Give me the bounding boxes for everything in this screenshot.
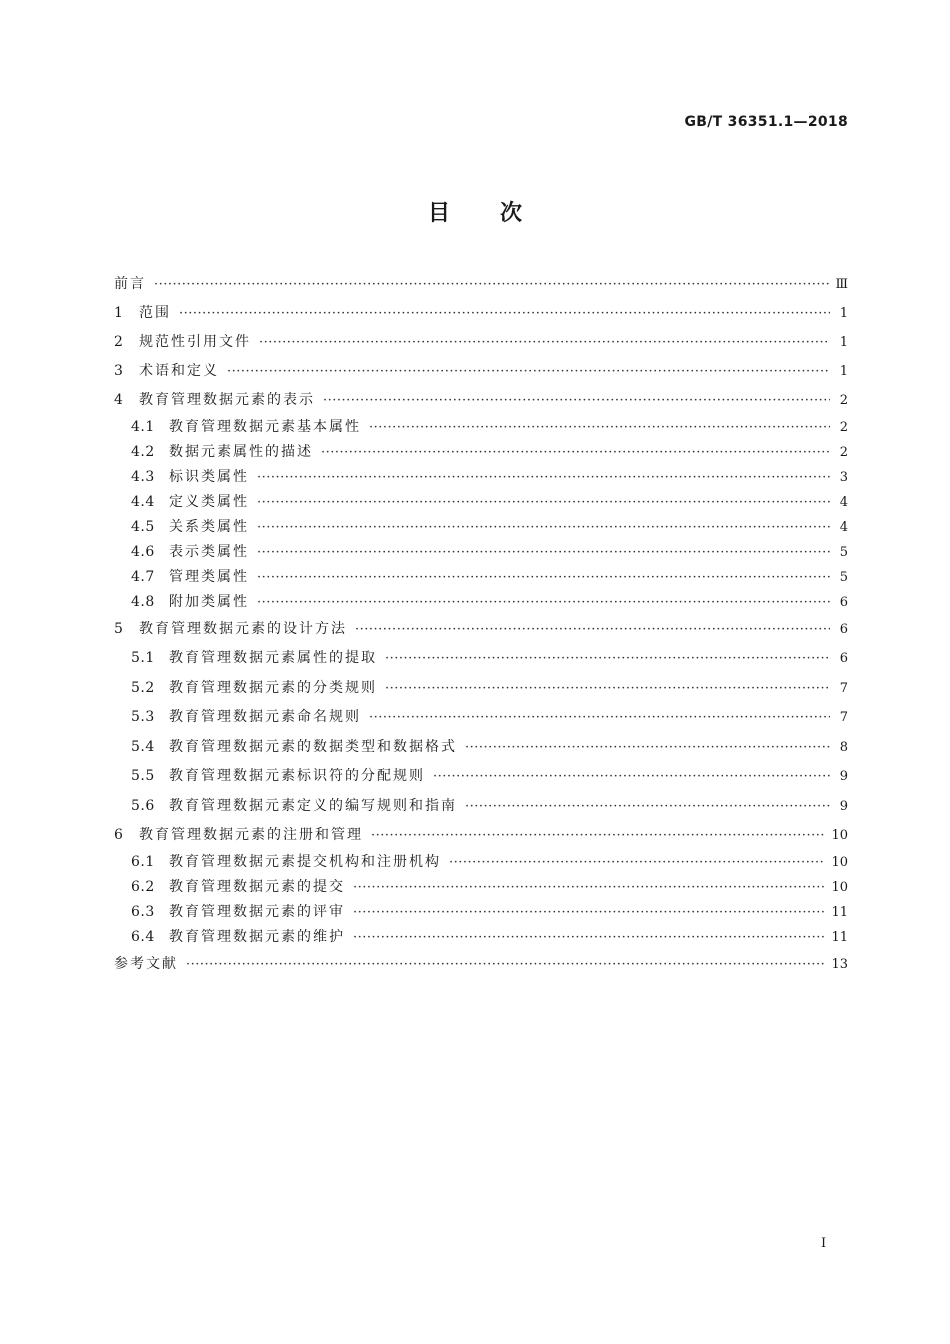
toc-entry-4-4[interactable] — [114, 490, 848, 515]
toc-entry-label: 表示类属性 — [169, 544, 249, 560]
toc-entry-label: 教育管理数据元素的分类规则 — [169, 679, 377, 696]
toc-entry-page: 1 — [839, 306, 848, 321]
toc-entry-label: 规范性引用文件 — [139, 334, 251, 350]
toc-leader-dots — [433, 762, 830, 792]
toc-entry-label: 教育管理数据元素提交机构和注册机构 — [169, 854, 441, 870]
toc-entry-page: 9 — [839, 798, 848, 814]
toc-entry-6-2[interactable] — [114, 875, 848, 900]
toc-entry-label: 教育管理数据元素属性的提取 — [169, 650, 377, 666]
toc-entry-page: 10 — [831, 880, 848, 895]
toc-entry-label: 数据元素属性的描述 — [169, 444, 313, 460]
toc-entry-number: 6.3 — [131, 904, 155, 920]
toc-leader-dots — [186, 950, 825, 979]
toc-entry-label: 前言 — [114, 276, 146, 292]
toc-entry-number: 2 — [114, 334, 124, 350]
toc-entry-number: 4.2 — [131, 444, 155, 460]
toc-leader-dots — [179, 299, 830, 328]
toc-leader-dots — [353, 875, 825, 900]
toc-entry-4-7[interactable] — [114, 565, 848, 590]
toc-entry-5-4[interactable] — [114, 733, 848, 763]
toc-entry-label: 教育管理数据元素标识符的分配规则 — [169, 768, 425, 784]
toc-entry-label: 范围 — [139, 305, 171, 321]
toc-entry-label: 定义类属性 — [169, 494, 249, 510]
toc-entry-page: 10 — [831, 828, 848, 843]
toc-leader-dots — [257, 465, 830, 490]
toc-entry-6-1[interactable] — [114, 850, 848, 875]
page-number: Ⅰ — [821, 1236, 827, 1251]
toc-entry-page: 7 — [839, 710, 848, 725]
toc-entry-number: 6.1 — [131, 854, 155, 870]
toc-entry-6-4[interactable] — [114, 925, 848, 950]
toc-entry-label: 教育管理数据元素的维护 — [169, 929, 345, 945]
toc-entry-number: 4.4 — [131, 494, 155, 510]
toc-leader-dots — [449, 850, 825, 875]
toc-entry-number: 4.5 — [131, 519, 155, 535]
toc-entry-number: 4.8 — [131, 594, 155, 610]
toc-leader-dots — [385, 674, 830, 704]
toc-entry-number: 4.3 — [131, 469, 155, 485]
toc-entry-page: 6 — [839, 651, 848, 666]
toc-leader-dots — [257, 590, 830, 615]
toc-leader-dots — [227, 357, 830, 386]
toc-entry-4-6[interactable] — [114, 540, 848, 565]
toc-entry-3[interactable] — [114, 357, 848, 386]
toc-entry-number: 4.6 — [131, 544, 155, 560]
toc-entry-4-3[interactable] — [114, 465, 848, 490]
toc-entry-foreword[interactable] — [114, 270, 848, 299]
toc-entry-page: 5 — [839, 570, 848, 585]
toc-entry-page: 6 — [839, 622, 848, 637]
toc-leader-dots — [371, 821, 825, 850]
toc-entry-4-1[interactable] — [114, 415, 848, 440]
toc-leader-dots — [385, 644, 830, 674]
toc-entry-page: 2 — [839, 420, 848, 435]
toc-leader-dots — [465, 792, 830, 822]
toc-entry-page: 1 — [839, 335, 848, 350]
toc-entry-label: 管理类属性 — [169, 569, 249, 585]
toc-entry-number: 4.7 — [131, 569, 155, 585]
toc-entry-number: 1 — [114, 305, 124, 321]
toc-entry-number: 5.4 — [131, 738, 155, 755]
toc-leader-dots — [257, 515, 830, 540]
toc-entry-page: Ⅲ — [835, 277, 848, 292]
toc-entry-page: 10 — [831, 855, 848, 870]
toc-entry-label: 参考文献 — [114, 956, 178, 972]
toc-entry-5[interactable] — [114, 615, 848, 644]
toc-entry-references[interactable] — [114, 950, 848, 979]
toc-entry-number: 5.5 — [131, 768, 155, 784]
toc-entry-label: 教育管理数据元素的注册和管理 — [139, 827, 363, 843]
toc-entry-label: 教育管理数据元素的表示 — [139, 392, 315, 408]
toc-entry-label: 教育管理数据元素的评审 — [169, 904, 345, 920]
toc-entry-number: 5.6 — [131, 797, 155, 814]
toc-entry-5-2[interactable] — [114, 674, 848, 704]
toc-entry-page: 9 — [839, 769, 848, 784]
toc-entry-number: 4 — [114, 392, 124, 408]
toc-leader-dots — [353, 925, 825, 950]
toc-entry-label: 教育管理数据元素命名规则 — [169, 709, 361, 725]
toc-leader-dots — [323, 386, 830, 415]
toc-entry-5-1[interactable] — [114, 644, 848, 674]
toc-entry-5-3[interactable] — [114, 703, 848, 733]
toc-entry-4-2[interactable] — [114, 440, 848, 465]
toc-entry-label: 术语和定义 — [139, 363, 219, 379]
toc-entry-number: 5.2 — [131, 679, 155, 696]
toc-entry-number: 3 — [114, 363, 124, 379]
toc-entry-4[interactable] — [114, 386, 848, 415]
toc-entry-page: 4 — [839, 495, 848, 510]
toc-leader-dots — [154, 270, 829, 299]
toc-entry-label: 教育管理数据元素定义的编写规则和指南 — [169, 797, 457, 814]
toc-entry-4-5[interactable] — [114, 515, 848, 540]
toc-entry-number: 5.1 — [131, 650, 155, 666]
toc-entry-page: 6 — [839, 595, 848, 610]
toc-entry-number: 6.2 — [131, 879, 155, 895]
toc-leader-dots — [257, 540, 830, 565]
toc-entry-page: 2 — [839, 393, 848, 408]
toc-entry-page: 11 — [831, 905, 848, 920]
toc-entry-5-5[interactable] — [114, 762, 848, 792]
table-of-contents — [114, 270, 848, 979]
toc-entry-label: 教育管理数据元素的提交 — [169, 879, 345, 895]
standard-number: GB/T 36351.1—2018 — [684, 114, 848, 130]
toc-leader-dots — [465, 733, 830, 763]
toc-entry-number: 6.4 — [131, 929, 155, 945]
toc-leader-dots — [353, 900, 825, 925]
toc-entry-label: 标识类属性 — [169, 469, 249, 485]
toc-leader-dots — [257, 565, 830, 590]
toc-entry-page: 7 — [839, 680, 848, 696]
toc-entry-page: 11 — [831, 930, 848, 945]
toc-leader-dots — [369, 415, 830, 440]
toc-entry-number: 5.3 — [131, 709, 155, 725]
toc-entry-label: 教育管理数据元素的数据类型和数据格式 — [169, 738, 457, 755]
toc-entry-number: 6 — [114, 827, 124, 843]
toc-entry-label: 教育管理数据元素基本属性 — [169, 419, 361, 435]
toc-entry-2[interactable] — [114, 328, 848, 357]
toc-entry-label: 关系类属性 — [169, 519, 249, 535]
toc-entry-page: 2 — [839, 445, 848, 460]
toc-entry-label: 附加类属性 — [169, 594, 249, 610]
toc-entry-label: 教育管理数据元素的设计方法 — [139, 621, 347, 637]
toc-leader-dots — [321, 440, 830, 465]
toc-leader-dots — [259, 328, 830, 357]
toc-entry-page: 4 — [839, 520, 848, 535]
toc-entry-number: 5 — [114, 621, 124, 637]
toc-entry-number: 4.1 — [131, 419, 155, 435]
toc-leader-dots — [355, 615, 830, 644]
page-title: 目次 — [427, 201, 572, 226]
toc-leader-dots — [369, 703, 830, 733]
toc-entry-1[interactable] — [114, 299, 848, 328]
toc-entry-page: 3 — [839, 470, 848, 485]
toc-entry-page: 1 — [839, 364, 848, 379]
toc-entry-page: 5 — [839, 545, 848, 560]
toc-entry-page: 8 — [839, 739, 848, 755]
toc-entry-page: 13 — [831, 957, 848, 972]
toc-entry-6-3[interactable] — [114, 900, 848, 925]
toc-entry-4-8[interactable] — [114, 590, 848, 615]
toc-entry-5-6[interactable] — [114, 792, 848, 822]
toc-leader-dots — [257, 490, 830, 515]
toc-entry-6[interactable] — [114, 821, 848, 850]
